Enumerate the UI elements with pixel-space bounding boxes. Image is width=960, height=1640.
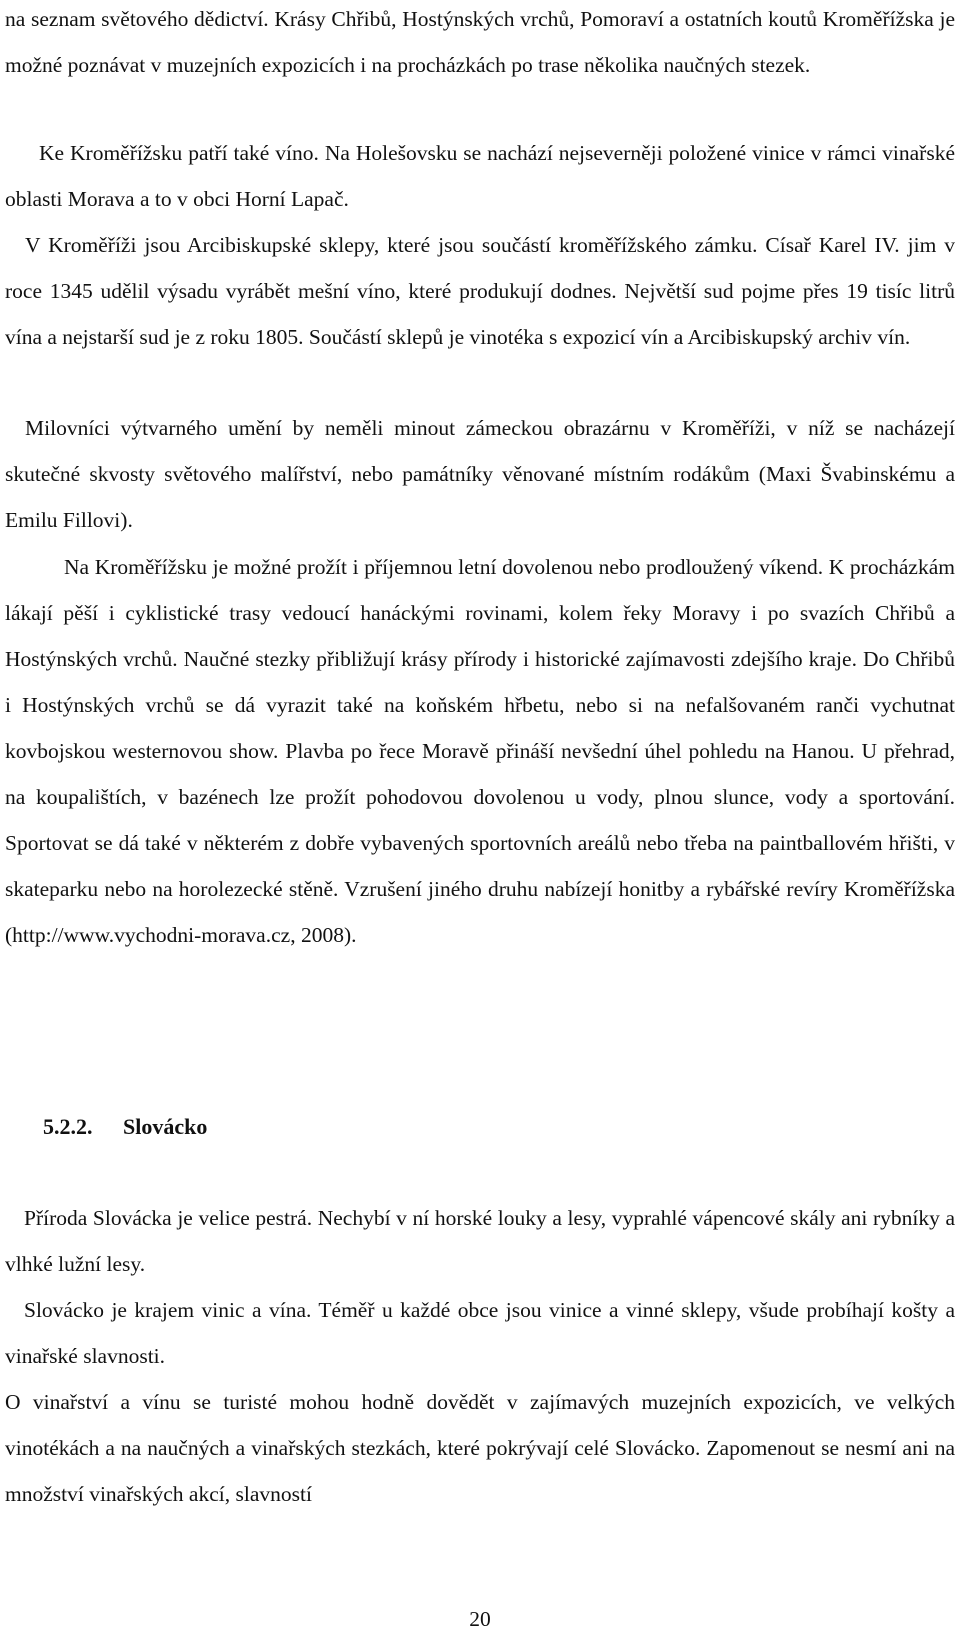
section-number: 5.2.2. xyxy=(43,1114,93,1139)
page-number: 20 xyxy=(469,1607,491,1631)
paragraph-world-heritage: na seznam světového dědictví. Krásy Chřibů, Hostýnských vrchů, Pomoraví a ostatních koutů Kroměřížska je možné poznávat v muzejních expozicích i na procházkách po trase několika naučných stezek. xyxy=(5,7,955,77)
paragraph-slovacko-nature: Příroda Slovácka je velice pestrá. Nechybí v ní horské louky a lesy, vyprahlé vápencové skály ani rybníky a vlhké lužní lesy. xyxy=(5,1206,955,1276)
paragraph-wine-holesovsko: Ke Kroměřížsku patří také víno. Na Holešovsku se nachází nejseverněji položené vinice v rámci vinařské oblasti Morava a to v obci Horní Lapač. xyxy=(5,141,955,211)
paragraph-holiday-activities: Na Kroměřížsku je možné prožít i příjemnou letní dovolenou nebo prodloužený víkend. K procházkám lákají pěší i cyklistické trasy vedoucí hanáckými rovinami, kolem řeky Moravy i po svazích Chřibů a Hostýnských vrchů. Naučné stezky přibližují krásy přírody i historické zajímavosti zdejšího kraje. Do Chřibů i Hostýnských vrchů se dá vyrazit také na koňském hřbetu, nebo si na nefalšovaném ranči vychutnat kovbojskou westernovou show. Plavba po řece Moravě přináší nevšední úhel pohledu na Hanou. U přehrad, na koupalištích, v bazénech lze prožít pohodovou dovolenou u vody, plnou slunce, vody a sportování. Sportovat se dá také v některém z dobře vybavených sportovních areálů nebo třeba na paintballovém hřišti, v skateparku nebo na horolezecké stěně. Vzrušení jiného druhu nabízejí honitby a rybářské revíry Kroměřížska (http://www.vychodni-morava.cz, 2008). xyxy=(5,555,955,947)
section-title: Slovácko xyxy=(123,1114,208,1139)
paragraph-slovacko-wine: Slovácko je krajem vinic a vína. Téměř u každé obce jsou vinice a vinné sklepy, všude probíhají košty a vinařské slavnosti. xyxy=(5,1298,955,1368)
paragraph-slovacko-wine-tourism: O vinařství a vínu se turisté mohou hodně dovědět v zajímavých muzejních expozicích, ve velkých vinotékách a na naučných a vinařských stezkách, které pokrývají celé Slovácko. Zapomenout se nesmí ani na množství vinařských akcí, slavností xyxy=(5,1390,955,1506)
paragraph-archbishop-cellars: V Kroměříži jsou Arcibiskupské sklepy, které jsou součástí kroměřížského zámku. Císař Karel IV. jim v roce 1345 udělil výsadu vyrábět mešní víno, které produkují dodnes. Největší sud pojme přes 19 tisíc litrů vína a nejstarší sud je z roku 1805. Součástí sklepů je vinotéka s expozicí vín a Arcibiskupský archiv vín. xyxy=(5,233,955,349)
paragraph-picture-gallery: Milovníci výtvarného umění by neměli minout zámeckou obrazárnu v Kroměříži, v níž se nacházejí skutečné skvosty světového malířství, nebo památníky věnované místním rodákům (Maxi Švabinskému a Emilu Fillovi). xyxy=(5,416,955,532)
section-heading xyxy=(43,1104,207,1150)
